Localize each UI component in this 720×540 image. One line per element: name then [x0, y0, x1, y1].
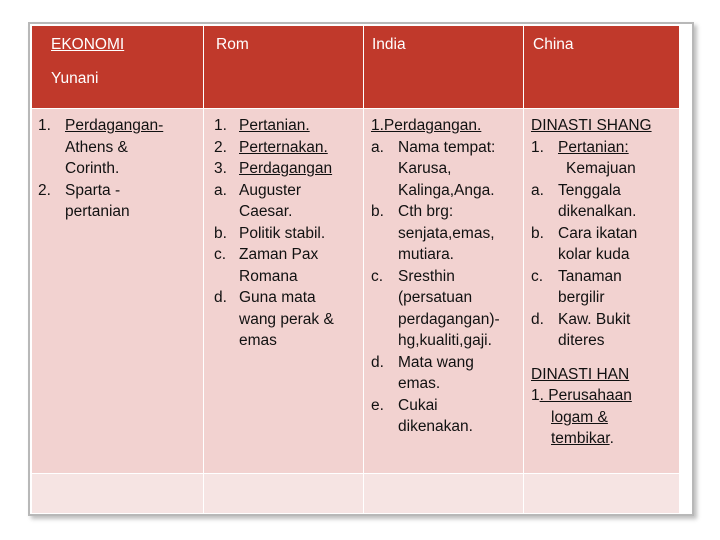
han-item: 1. Perusahaan logam & tembikar. [531, 387, 632, 447]
list-item: 3. Perdagangan [214, 160, 333, 177]
header-rom: Rom [216, 36, 249, 53]
list-item: d. Mata wang emas. [371, 353, 474, 392]
list-item: 1. Pertanian. [214, 117, 310, 134]
empty-cell [204, 474, 364, 514]
cell-india [364, 109, 524, 474]
cell-china [524, 109, 680, 474]
list-item: a. Auguster Caesar. [214, 181, 302, 220]
list-item: 2. Sparta - pertanian [38, 181, 130, 220]
list-item: c. Zaman Pax Romana [214, 246, 319, 285]
header-cell-china [524, 26, 680, 109]
dinasti-han-title: DINASTI HAN [531, 365, 630, 383]
empty-cell [364, 474, 524, 514]
list-item: d. Kaw. Bukit diteres [531, 310, 631, 349]
header-yunani: Yunani [51, 69, 99, 87]
dinasti-shang-title: DINASTI SHANG [531, 117, 652, 134]
header-cell-india [364, 26, 524, 109]
header-cell-rom [204, 26, 364, 109]
cell-rom [204, 109, 364, 474]
list-item: c. Tanaman bergilir [531, 267, 622, 306]
list-item: 1. Perdagangan- Athens & Corinth. [38, 117, 164, 177]
list-item: e. Cukai dikenakan. [371, 396, 473, 435]
list-item: b. Politik stabil. [214, 224, 326, 242]
header-ekonomi: EKONOMI [51, 36, 125, 53]
economy-comparison-table [31, 25, 680, 514]
header-cell-ekonomi-yunani [32, 26, 204, 109]
india-title: 1.Perdagangan. [371, 117, 482, 134]
header-india: India [372, 36, 406, 53]
empty-cell [32, 474, 204, 514]
list-item: c. Sresthin (persatuan perdagangan)- hg,kualiti,gaji. [371, 267, 500, 349]
list-item: 2. Perternakan. [214, 138, 328, 156]
list-item: a. Tenggala dikenalkan. [531, 181, 637, 220]
list-item: d. Guna mata wang perak & emas [214, 289, 334, 349]
list-item: b. Cth brg: senjata,emas, mutiara. [371, 203, 495, 263]
header-china: China [533, 36, 574, 53]
list-item: 1. Pertanian: Kemajuan [531, 138, 636, 177]
empty-cell [524, 474, 680, 514]
list-item: b. Cara ikatan kolar kuda [531, 224, 638, 263]
cell-yunani [32, 109, 204, 474]
list-item: a. Nama tempat: Karusa, Kalinga,Anga. [371, 138, 496, 199]
